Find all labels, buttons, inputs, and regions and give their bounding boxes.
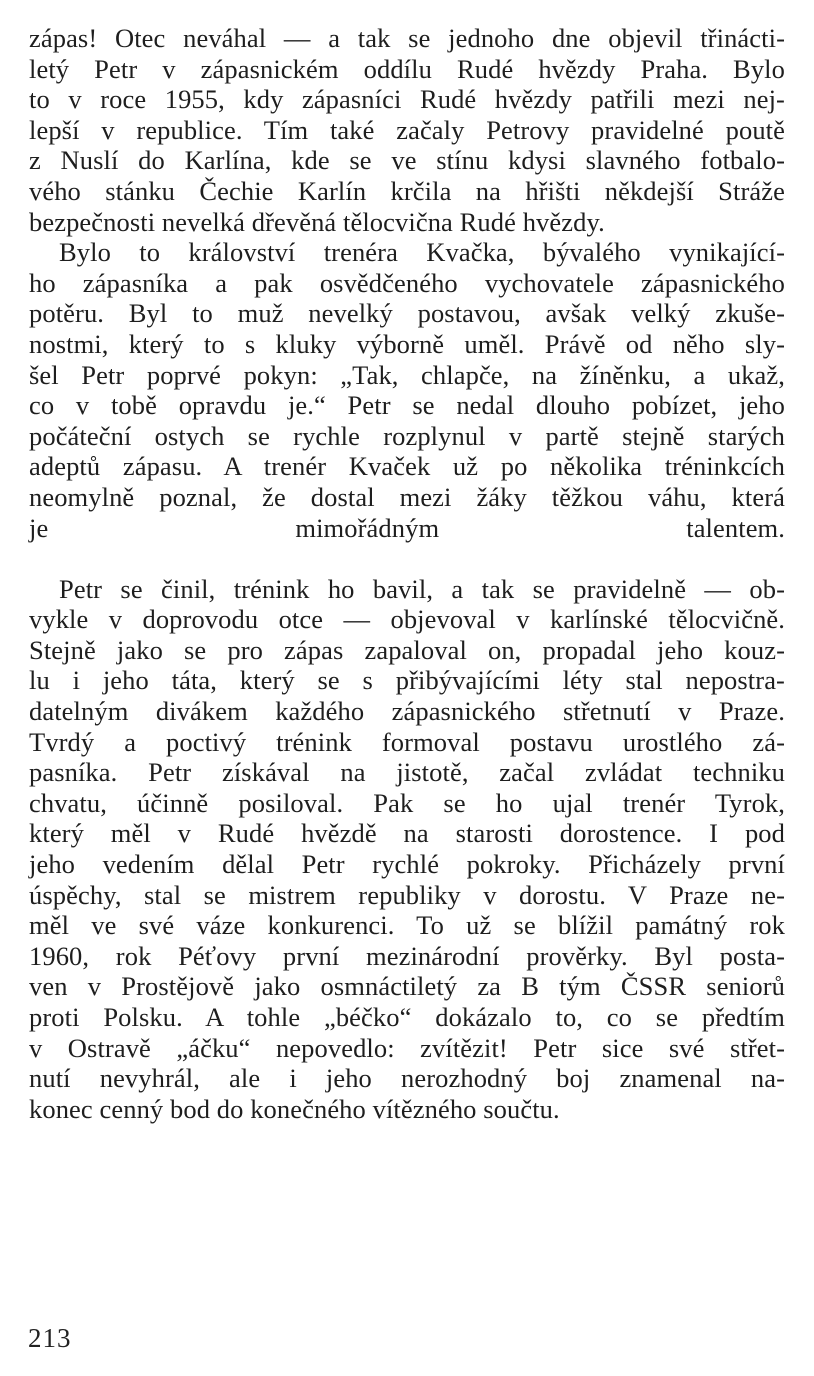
- text-line: Petr se činil, trénink ho bavil, a tak se pravidelně — ob-: [59, 573, 785, 604]
- text-line: nostmi, který to s kluky výborně uměl. Právě od něho sly-: [29, 328, 785, 359]
- body-text: [29, 23, 785, 1124]
- text-line: počáteční ostych se rychle rozplynul v partě stejně starých: [29, 420, 785, 451]
- text-line: zápas! Otec neváhal — a tak se jednoho dne objevil třinácti-: [29, 23, 785, 53]
- text-line: pasníka. Petr získával na jistotě, začal zvládat techniku: [29, 757, 785, 788]
- text-line: z Nuslí do Karlína, kde se ve stínu kdysi slavného fotbalo-: [29, 145, 785, 176]
- text-line: Bylo to království trenéra Kvačka, bývalého vynikající-: [59, 237, 785, 268]
- paragraph-2: [29, 237, 785, 574]
- text-line: proti Polsku. A tohle „béčko“ dokázalo to, co se předtím: [29, 1002, 785, 1032]
- text-line: to v roce 1955, kdy zápasníci Rudé hvězdy patřili mezi nej-: [29, 84, 785, 115]
- text-line: úspěchy, stal se mistrem republiky v dorostu. V Praze ne-: [29, 879, 785, 910]
- text-line: 1960, rok Péťovy první mezinárodní prověrky. Byl posta-: [29, 940, 785, 971]
- text-line: bezpečnosti nevelká dřevěná tělocvična Rudé hvězdy.: [29, 206, 605, 237]
- text-line: konec cenný bod do konečného vítězného součtu.: [29, 1093, 560, 1124]
- text-line: lepší v republice. Tím také začaly Petrovy pravidelné poutě: [29, 114, 785, 145]
- paragraph-1: [29, 23, 785, 237]
- text-line: Tvrdý a poctivý trénink formoval postavu urostlého zá-: [29, 726, 785, 757]
- text-line: ho zápasníka a pak osvědčeného vychovatele zápasnického: [29, 267, 785, 298]
- text-line: v Ostravě „áčku“ nepovedlo: zvítězit! Petr sice své střet-: [29, 1032, 785, 1063]
- paragraph-3: [29, 574, 785, 1125]
- text-line: letý Petr v zápasnickém oddílu Rudé hvězdy Praha. Bylo: [29, 53, 785, 84]
- text-line: Stejně jako se pro zápas zapaloval on, propadal jeho kouz-: [29, 634, 785, 665]
- text-line: vého stánku Čechie Karlín krčila na hřišti někdejší Stráže: [29, 175, 785, 206]
- text-line: je mimořádným talentem.: [29, 512, 785, 543]
- text-line: šel Petr poprvé pokyn: „Tak, chlapče, na žíněnku, a ukaž,: [29, 359, 785, 390]
- text-line: měl ve své váze konkurenci. To už se blížil památný rok: [29, 910, 785, 941]
- text-line: ven v Prostějově jako osmnáctiletý za B tým ČSSR seniorů: [29, 971, 785, 1002]
- text-line: nutí nevyhrál, ale i jeho nerozhodný boj znamenal na-: [29, 1063, 785, 1094]
- text-line: vykle v doprovodu otce — objevoval v karlínské tělocvičně.: [29, 604, 785, 635]
- text-line: neomylně poznal, že dostal mezi žáky těžkou váhu, která: [29, 481, 785, 512]
- text-line: jeho vedením dělal Petr rychlé pokroky. Přicházely první: [29, 849, 785, 880]
- text-line: co v tobě opravdu je.“ Petr se nedal dlouho pobízet, jeho: [29, 390, 785, 421]
- text-line: chvatu, účinně posiloval. Pak se ho ujal trenér Tyrok,: [29, 787, 785, 818]
- text-line: datelným divákem každého zápasnického střetnutí v Praze.: [29, 696, 785, 727]
- text-line: který měl v Rudé hvězdě na starosti dorostence. I pod: [29, 818, 785, 849]
- text-line: potěru. Byl to muž nevelký postavou, avšak velký zkuše-: [29, 298, 785, 329]
- text-line: lu i jeho táta, který se s přibývajícími léty stal nepostra-: [29, 665, 785, 696]
- text-line: [29, 543, 785, 574]
- text-line: adeptů zápasu. A trenér Kvaček už po několika tréninkcích: [29, 451, 785, 482]
- page-number: 213: [28, 1323, 72, 1353]
